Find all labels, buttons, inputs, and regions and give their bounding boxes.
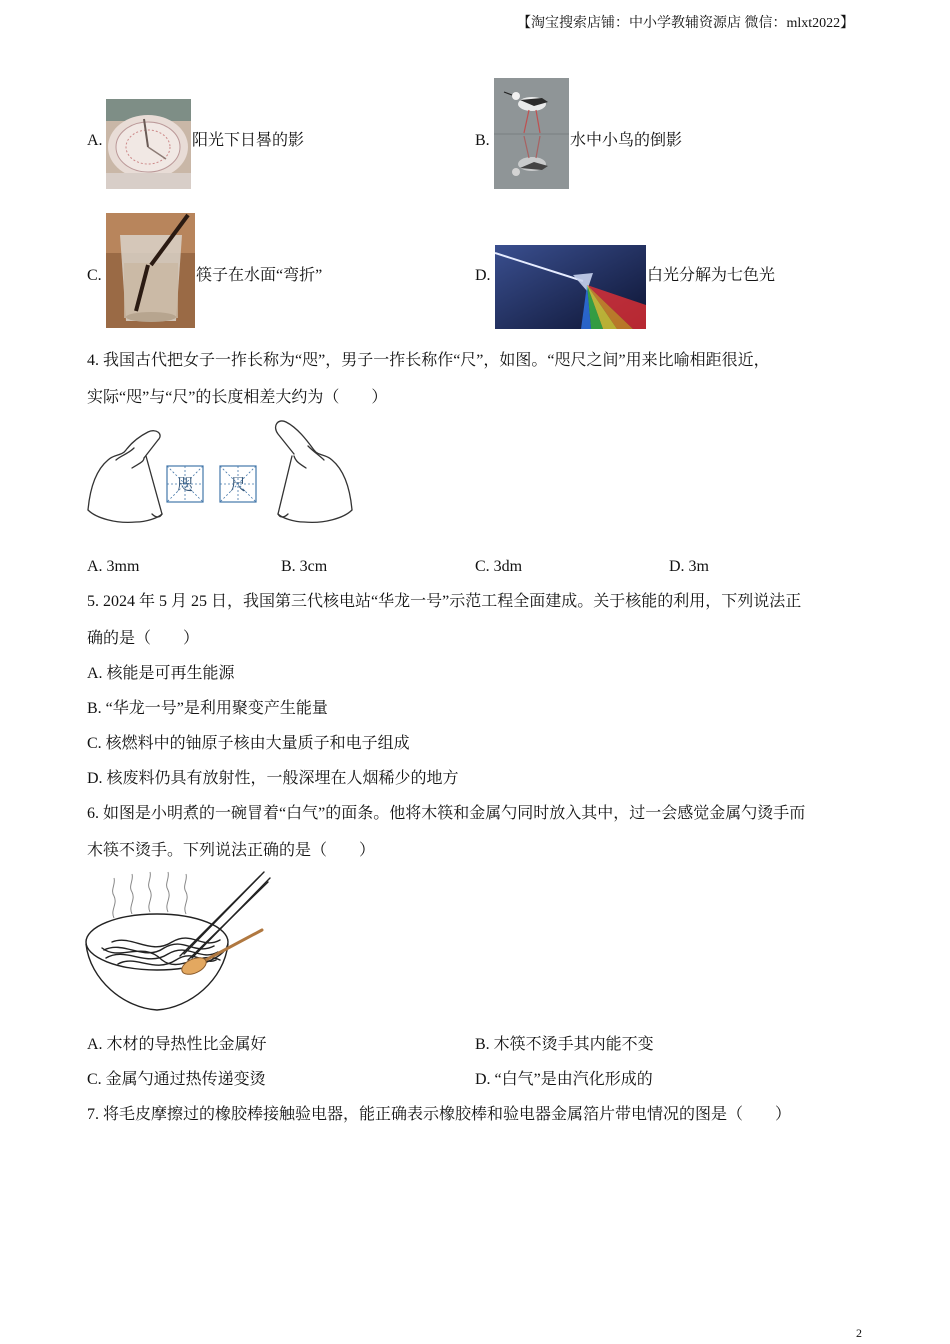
sundial-photo [106, 99, 191, 189]
q5-option-d: D. 核废料仍具有放射性，一般深埋在人烟稀少的地方 [87, 770, 459, 787]
char-chi: 尺 [229, 475, 247, 494]
q5-option-c: C. 核燃料中的铀原子核由大量质子和电子组成 [87, 735, 410, 752]
q4-stem-line1: 4. 我国古代把女子一拃长称为“咫”，男子一拃长称作“尺”，如图。“咫尺之间”用来比喻相距很近， [87, 352, 770, 369]
q6-option-a: A. 木材的导热性比金属好 [87, 1036, 267, 1053]
char-zhi: 咫 [176, 475, 194, 494]
q3-option-d-letter: D. [475, 267, 491, 284]
bird-reflection-photo [494, 78, 569, 189]
page-number: 2 [856, 1326, 862, 1340]
q4-option-c: C. 3dm [475, 558, 523, 575]
q6-stem-line2: 木筷不烫手。下列说法正确的是（ ） [87, 842, 376, 859]
chopstick-in-water-photo [106, 213, 195, 328]
q6-option-c: C. 金属勺通过热传递变烫 [87, 1071, 266, 1088]
q7-stem-line1: 7. 将毛皮摩擦过的橡胶棒接触验电器，能正确表示橡胶棒和验电器金属箔片带电情况的图是（ ） [87, 1106, 792, 1123]
q4-option-a: A. 3mm [87, 558, 140, 575]
page-header: 【淘宝搜索店铺：中小学教辅资源店 微信：mlxt2022】 [517, 16, 855, 31]
q4-stem-line2: 实际“咫”与“尺”的长度相差大约为（ ） [87, 389, 388, 406]
prism-dispersion-photo [495, 245, 646, 329]
q3-option-d-caption: 白光分解为七色光 [647, 267, 776, 284]
q3-option-a-caption: 阳光下日晷的影 [192, 132, 305, 149]
hand-span-figure [86, 418, 354, 530]
q4-option-d: D. 3m [669, 558, 709, 575]
q4-option-b: B. 3cm [281, 558, 328, 575]
q3-option-b-caption: 水中小鸟的倒影 [570, 132, 683, 149]
q5-option-b: B. “华龙一号”是利用聚变产生能量 [87, 700, 328, 717]
q3-option-c-caption: 筷子在水面“弯折” [196, 267, 323, 284]
q5-stem-line1: 5. 2024 年 5 月 25 日，我国第三代核电站“华龙一号”示范工程全面建成。关于核能的利用，下列说法正 [87, 593, 802, 610]
q6-option-d: D. “白气”是由汽化形成的 [475, 1071, 653, 1088]
q5-stem-line2: 确的是（ ） [87, 630, 200, 647]
q6-stem-line1: 6. 如图是小明煮的一碗冒着“白气”的面条。他将木筷和金属勺同时放入其中，过一会感觉金属勺烫手而 [87, 805, 806, 822]
q3-option-c-letter: C. [87, 267, 102, 284]
q3-option-b-letter: B. [475, 132, 490, 149]
q6-option-b: B. 木筷不烫手其内能不变 [475, 1036, 654, 1053]
q3-option-a-letter: A. [87, 132, 103, 149]
noodle-bowl-figure [84, 870, 274, 1015]
q5-option-a: A. 核能是可再生能源 [87, 665, 235, 682]
